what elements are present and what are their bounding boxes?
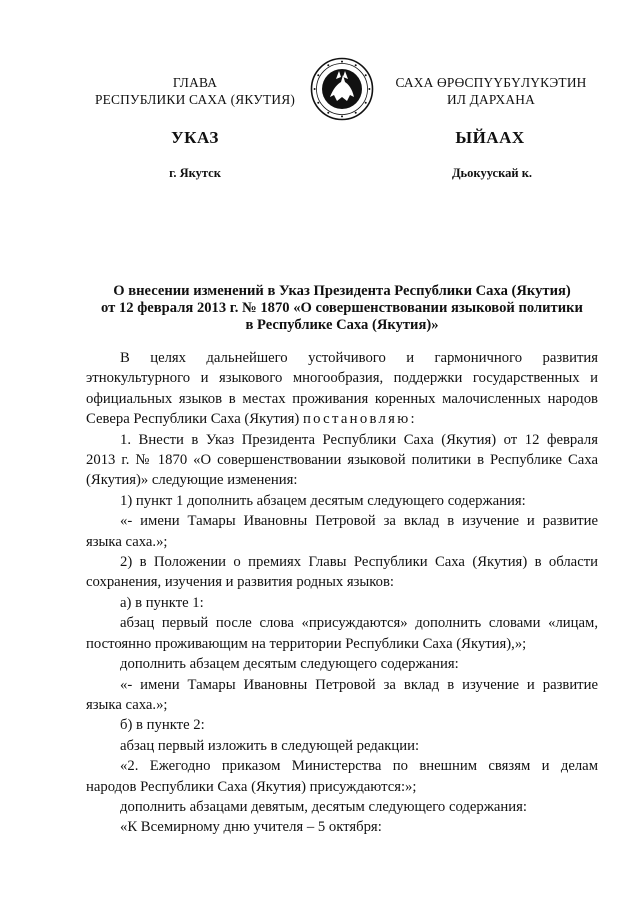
paragraph-line: 2013 г. № 1870 «О совершенствовании языковой политики в Республике Саха [86,452,598,469]
paragraph-line: 1) пункт 1 дополнить абзацем десятым следующего содержания: [120,492,526,509]
paragraph-text: Севера Республики Саха (Якутия) [86,411,300,428]
document-title-line-1: О внесении изменений в Указ Президента Республики Саха (Якутия) [113,283,571,299]
paragraph-line: а) в пункте 1: [120,594,204,611]
paragraph-line: сохранения, изучения и развития родных языков: [86,574,395,591]
paragraph-line: языка саха.»; [86,696,168,713]
paragraph-line [86,409,598,429]
paragraph-line: В целях дальнейшего устойчивого и гармоничного развития [120,350,598,366]
paragraph-line: абзац первый изложить в следующей редакции: [120,737,420,754]
paragraph-line: постоянно проживающим на территории Республики Саха (Якутия),»; [86,635,527,652]
decree-body [86,348,598,838]
city-ru: г. Якутск [169,166,221,180]
decree-title-ru: УКАЗ [171,128,219,147]
paragraph-line: (Якутия)» следующие изменения: [86,472,298,489]
paragraph-line: этнокультурного и языкового многообразия, поддержки государственных и [86,370,598,387]
emblem-seal [310,57,374,121]
document-title-line-2: от 12 февраля 2013 г. № 1870 «О совершенствовании языковой политики [101,300,583,316]
paragraph-line: 2) в Положении о премиях Главы Республики Саха (Якутия) в области [120,554,598,571]
document-title [86,283,598,334]
decree-title-sakha: ЫЙААХ [455,128,525,147]
paragraph-line: «К Всемирному дню учителя – 5 октября: [120,819,382,836]
paragraph-line: официальных языков в местах проживания коренных малочисленных народов [86,390,598,407]
paragraph-line: абзац первый после слова «присуждаются» дополнить словами «лицам, [120,615,598,632]
paragraph-line: «- имени Тамары Ивановны Петровой за вклад в изучение и развитие [120,513,598,530]
document-title-line-3: в Республике Саха (Якутия)» [245,317,439,333]
paragraph-line: дополнить абзацами девятым, десятым следующего содержания: [120,798,527,815]
paragraph-line: «- имени Тамары Ивановны Петровой за вклад в изучение и развитие [120,676,598,693]
paragraph-line: «2. Ежегодно приказом Министерства по внешним связям и делам [120,758,598,775]
paragraph-line: дополнить абзацем десятым следующего содержания: [120,656,459,673]
paragraph-line: народов Республики Саха (Якутия) присуждаются:»; [86,778,417,795]
header-right [380,74,602,108]
header-left [85,74,305,108]
resolution-word: постановляю: [302,411,417,428]
paragraph-line: языка саха.»; [86,533,168,550]
header-right-line-2: ИЛ ДАРХАНА [446,92,536,107]
header-left-line-1: ГЛАВА [172,75,218,90]
header-left-line-2: РЕСПУБЛИКИ САХА (ЯКУТИЯ) [95,92,295,107]
paragraph-line: б) в пункте 2: [120,717,205,734]
city-sakha: Дьокуускай к. [451,166,533,180]
header-right-line-1: САХА ӨРӨСПҮҮБҮЛҮКЭТИН [395,75,587,90]
paragraph-line: 1. Внести в Указ Президента Республики Саха (Якутия) от 12 февраля [120,431,598,448]
